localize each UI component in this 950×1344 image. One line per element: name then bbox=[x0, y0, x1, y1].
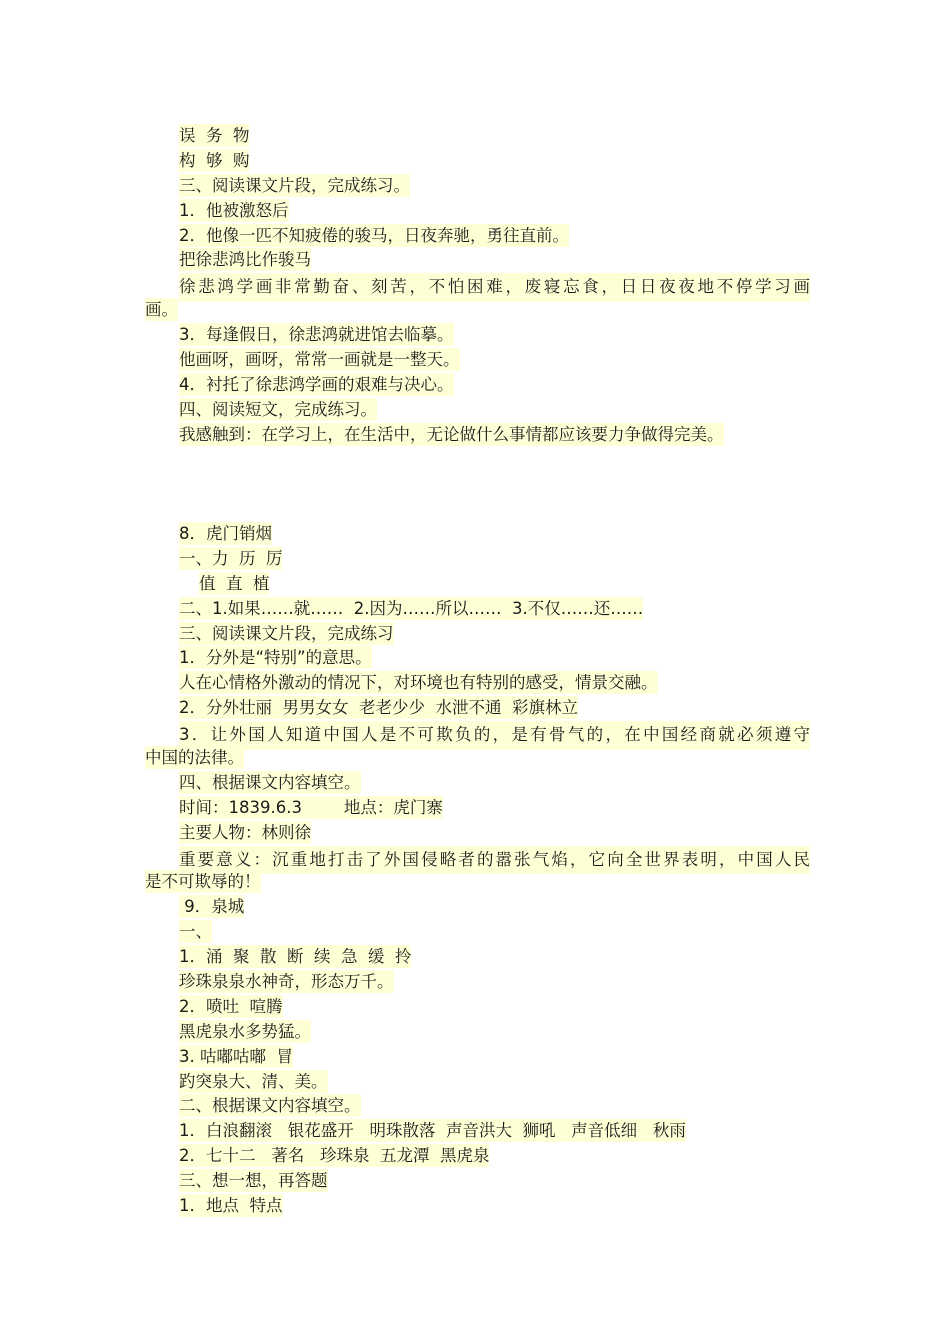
text-line bbox=[145, 597, 810, 622]
text-line bbox=[145, 149, 810, 174]
text-line bbox=[145, 1020, 810, 1045]
text-line-content: 一、力 历 厉 bbox=[179, 548, 283, 568]
text-line bbox=[145, 821, 810, 846]
text-line bbox=[145, 696, 810, 721]
text-line bbox=[145, 970, 810, 995]
text-line-content: 2．他像一匹不知疲倦的骏马，日夜奔驰，勇往直前。 bbox=[179, 225, 569, 245]
text-line bbox=[145, 646, 810, 671]
answer-section-first bbox=[145, 124, 810, 448]
text-line bbox=[145, 671, 810, 696]
text-line bbox=[145, 348, 810, 373]
text-line-content: 时间：1839.6.3 地点：虎门寨 bbox=[179, 797, 443, 817]
answer-section-second bbox=[145, 522, 810, 1219]
text-line bbox=[145, 273, 810, 298]
text-line-content: 四、根据课文内容填空。 bbox=[179, 772, 361, 792]
text-line bbox=[145, 920, 810, 945]
text-line bbox=[145, 1169, 810, 1194]
text-line-content: 2．七十二 著名 珍珠泉 五龙潭 黑虎泉 bbox=[179, 1146, 490, 1166]
text-line-content: 画。 bbox=[145, 300, 178, 320]
text-line-content: 值 直 植 bbox=[199, 573, 270, 593]
text-line bbox=[145, 199, 810, 224]
text-line-content: 重要意义：沉重地打击了外国侵略者的嚣张气焰，它向全世界表明，中国人民 bbox=[179, 846, 810, 875]
text-line bbox=[145, 1045, 810, 1070]
text-line-content: 3．让外国人知道中国人是不可欺负的，是有骨气的，在中国经商就必须遵守 bbox=[179, 721, 810, 750]
text-line bbox=[145, 796, 810, 821]
text-line-content: 徐悲鸿学画非常勤奋、刻苦，不怕困难，废寝忘食，日日夜夜地不停学习画 bbox=[179, 273, 810, 302]
text-line-content: 一、 bbox=[179, 922, 212, 942]
text-line-content: 中国的法律。 bbox=[145, 748, 244, 768]
text-line bbox=[145, 995, 810, 1020]
text-line bbox=[145, 846, 810, 871]
text-line bbox=[145, 945, 810, 970]
text-line-content: 二、根据课文内容填空。 bbox=[179, 1096, 361, 1116]
text-line bbox=[145, 1094, 810, 1119]
text-line-content: 他画呀，画呀，常常一画就是一整天。 bbox=[179, 350, 460, 370]
text-line-content: 三、阅读课文片段，完成练习 bbox=[179, 623, 394, 643]
text-line-content: 主要人物：林则徐 bbox=[179, 822, 311, 842]
text-line-content: 1．分外是“特别”的意思。 bbox=[179, 648, 372, 668]
text-line bbox=[145, 1070, 810, 1095]
text-line-content: 珍珠泉泉水神奇，形态万千。 bbox=[179, 972, 394, 992]
text-line bbox=[145, 174, 810, 199]
text-line bbox=[145, 721, 810, 746]
text-line-content: 1．涌 聚 散 断 续 急 缓 拎 bbox=[179, 947, 412, 967]
text-line-content: 9．泉城 bbox=[179, 897, 245, 917]
text-line-content: 误 务 物 bbox=[179, 126, 250, 145]
text-line-content: 三、想一想，再答题 bbox=[179, 1171, 328, 1191]
text-line bbox=[145, 771, 810, 796]
text-line-content: 1．地点 特点 bbox=[179, 1196, 283, 1216]
text-line-content: 3. 咕嘟咕嘟 冒 bbox=[179, 1046, 293, 1066]
text-line bbox=[145, 1119, 810, 1144]
text-line bbox=[145, 248, 810, 273]
text-line bbox=[145, 398, 810, 423]
text-line-content: 1．白浪翻滚 银花盛开 明珠散落 声音洪大 狮吼 声音低细 秋雨 bbox=[179, 1121, 686, 1141]
text-line-content: 四、阅读短文，完成练习。 bbox=[179, 399, 377, 419]
text-line-content: 把徐悲鸿比作骏马 bbox=[179, 250, 311, 270]
text-line bbox=[145, 895, 810, 920]
text-line bbox=[145, 1144, 810, 1169]
text-line-content: 人在心情格外激动的情况下，对环境也有特别的感受，情景交融。 bbox=[179, 673, 658, 693]
text-line bbox=[145, 423, 810, 448]
text-line bbox=[145, 547, 810, 572]
text-line bbox=[145, 224, 810, 249]
text-line-content: 2．喷吐 喧腾 bbox=[179, 996, 283, 1016]
text-line-content: 3．每逢假日，徐悲鸿就进馆去临摹。 bbox=[179, 325, 454, 345]
text-line bbox=[145, 522, 810, 547]
text-line-content: 1．他被激怒后 bbox=[179, 200, 289, 220]
text-line-content: 三、阅读课文片段，完成练习。 bbox=[179, 175, 410, 195]
text-line-content: 二、1.如果……就…… 2.因为……所以…… 3.不仅……还…… bbox=[179, 598, 644, 618]
text-line-content: 2．分外壮丽 男男女女 老老少少 水泄不通 彩旗林立 bbox=[179, 698, 578, 718]
text-line bbox=[145, 124, 810, 149]
text-line bbox=[145, 572, 810, 597]
text-line bbox=[145, 1194, 810, 1219]
text-line-content: 趵突泉大、清、美。 bbox=[179, 1071, 328, 1091]
text-line bbox=[145, 373, 810, 398]
text-line-content: 我感触到：在学习上，在生活中，无论做什么事情都应该要力争做得完美。 bbox=[179, 424, 724, 444]
text-line-content: 8．虎门销烟 bbox=[179, 524, 272, 543]
text-line-content: 4．衬托了徐悲鸿学画的艰难与决心。 bbox=[179, 374, 454, 394]
text-line-content: 黑虎泉水多势猛。 bbox=[179, 1021, 311, 1041]
text-line bbox=[145, 622, 810, 647]
text-line-content: 是不可欺辱的！ bbox=[145, 872, 261, 892]
text-line-content: 构 够 购 bbox=[179, 150, 250, 170]
text-line bbox=[145, 323, 810, 348]
